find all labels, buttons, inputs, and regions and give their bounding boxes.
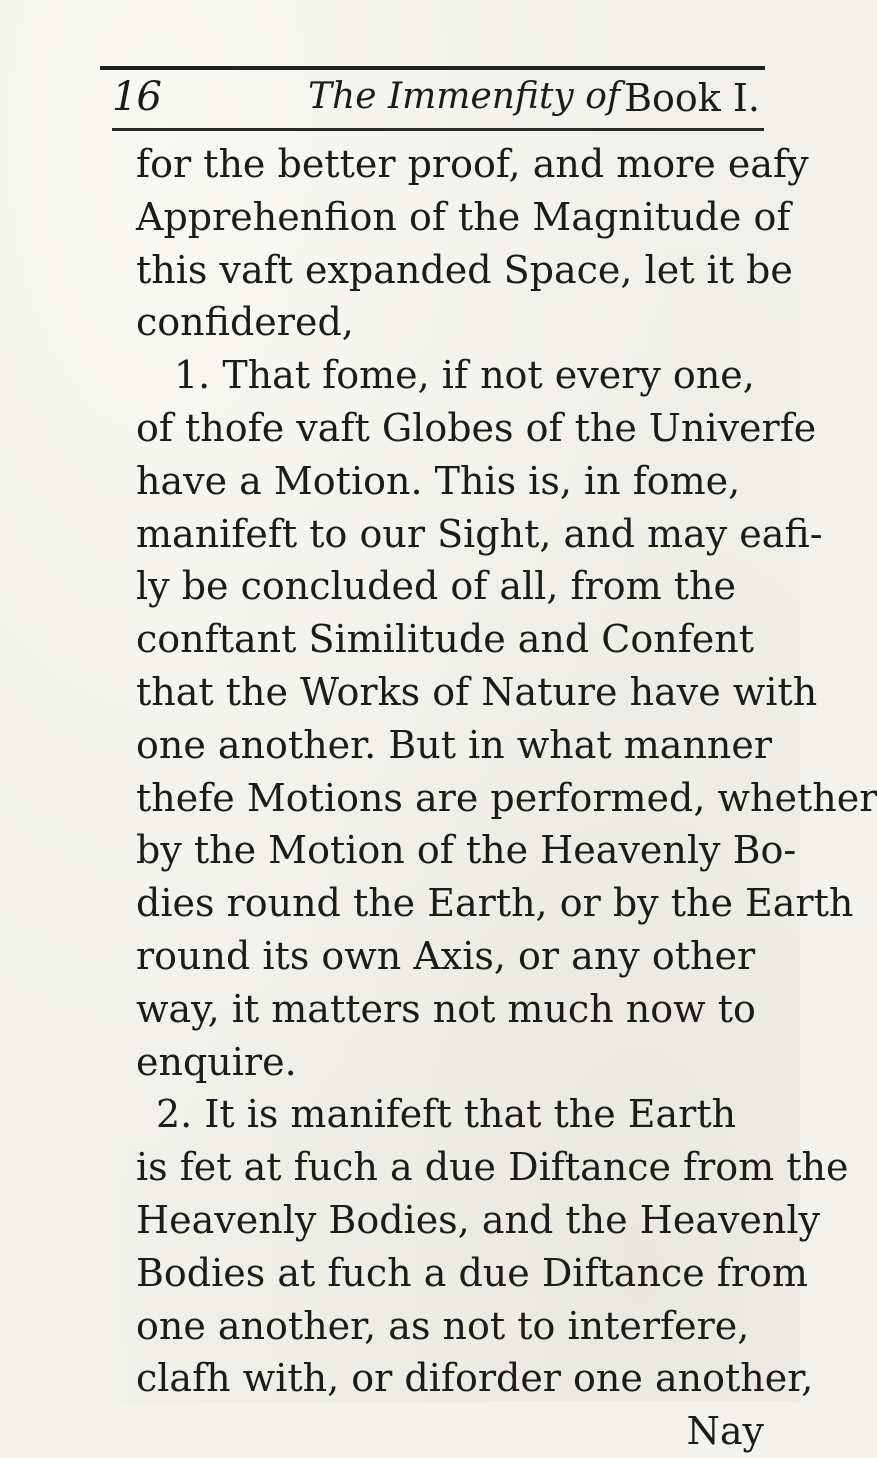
running-title: The Immenfity of (308, 76, 621, 117)
running-head (112, 74, 762, 130)
text-line: 2. It is manifeft that the Earth (156, 1092, 737, 1137)
page-number: 16 (112, 74, 161, 120)
text-line: thefe Motions are performed, whether (136, 775, 877, 820)
text-line: confidered, (136, 300, 354, 345)
text-line: Heavenly Bodies, and the Heavenly (136, 1197, 821, 1242)
text-line: ly be concluded of all, from the (136, 564, 736, 609)
text-line: 1. That fome, if not every one, (174, 353, 755, 398)
text-line: that the Works of Nature have with (136, 669, 818, 714)
text-line: by the Motion of the Heavenly Bo- (136, 828, 797, 873)
book-label: Book I. (624, 76, 760, 120)
text-line: Apprehenfion of the Magnitude of (136, 194, 791, 239)
text-line: round its own Axis, or any other (136, 933, 756, 978)
text-line: manifeft to our Sight, and may eafi- (136, 511, 823, 556)
text-line: conftant Similitude and Confent (136, 617, 755, 662)
text-line: clafh with, or diforder one another, (136, 1356, 814, 1401)
body-text (136, 138, 877, 1458)
text-line: enquire. (136, 1039, 297, 1084)
text-line: is fet at fuch a due Diftance from the (136, 1145, 849, 1190)
top-border-rule (100, 66, 765, 70)
catchword: Nay (686, 1409, 764, 1454)
text-line: have a Motion. This is, in fome, (136, 458, 741, 503)
header-rule (112, 128, 764, 131)
text-line: one another. But in what manner (136, 722, 773, 767)
text-line: this vaft expanded Space, let it be (136, 247, 793, 292)
text-line: for the better proof, and more eafy (136, 142, 809, 186)
text-line: way, it matters not much now to (136, 986, 756, 1031)
text-line: Bodies at fuch a due Diftance from (136, 1250, 808, 1295)
text-line: one another, as not to interfere, (136, 1303, 750, 1348)
text-line: dies round the Earth, or by the Earth (136, 881, 854, 926)
text-line: of thofe vaft Globes of the Univerfe (136, 405, 817, 450)
